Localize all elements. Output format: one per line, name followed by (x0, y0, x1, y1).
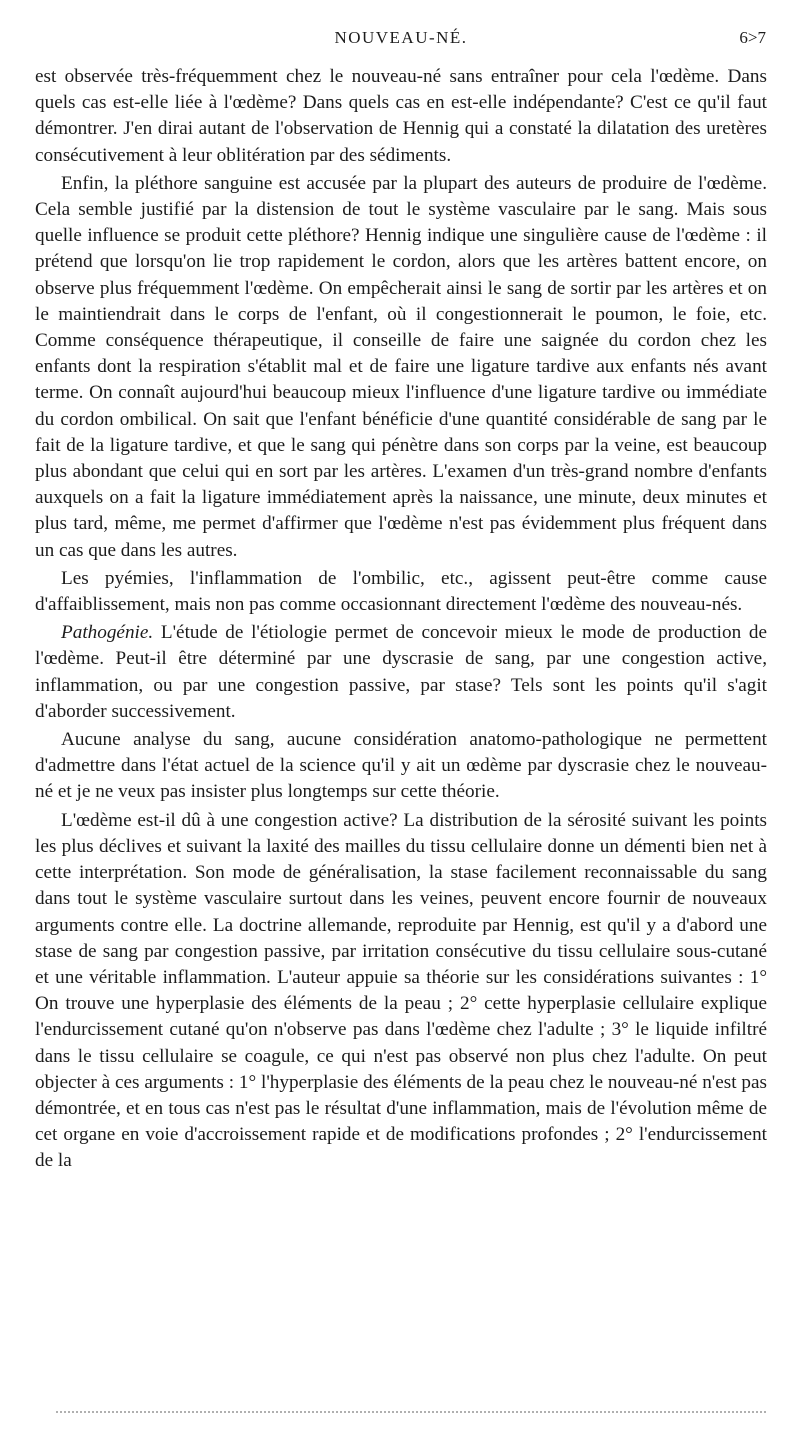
paragraph-continued: est observée très-fréquemment chez le nouveau-né sans entraîner pour cela l'œdème. Dans quels cas est-elle liée à l'œdème? Dans quels cas en est-elle indépendante? C'est ce qu'il faut démontrer. J'en dirai autant de l'observation de Hennig qui a constaté la dilatation des uretères consécutivement à leur oblitération par des sédiments. (35, 66, 767, 166)
paragraph-pathogenie (35, 620, 767, 725)
running-title: NOUVEAU-NÉ. (334, 28, 468, 47)
paragraph-plethore: Enfin, la pléthore sanguine est accusée par la plupart des auteurs de produire de l'œdème. Cela semble justifié par la distension de tout le système vasculaire par le sang. Mais sous quelle influence se produit cette pléthore? Hennig indique une singulière cause de l'œdème : il prétend que lorsqu'on lie trop rapidement le cordon, alors que les artères battent encore, on observe plus fréquemment l'œdème. On empêcherait ainsi le sang de sortir par les artères et on le maintiendrait dans le corps de l'enfant, où il congestionnerait le poumon, le foie, etc. Comme conséquence thérapeutique, il conseille de faire une saignée du cordon chez les enfants dont la respiration s'établit mal et de faire une ligature tardive aux enfants nés avant terme. On connaît aujourd'hui beaucoup mieux l'influence d'une ligature tardive ou immédiate du cordon ombilical. On sait que l'enfant bénéficie d'une quantité considérable de sang par le fait de la ligature tardive, et que le sang qui pénètre dans son corps par la veine, est beaucoup plus abondant que celui qui en sort par les artères. L'examen d'un très-grand nombre d'enfants auxquels on a fait la ligature immédiatement après la naissance, une minute, deux minutes et plus tard, même, me permet d'affirmer que l'œdème n'est pas évidemment plus fréquent dans un cas que dans les autres. (35, 172, 767, 561)
pathogenie-text: L'étude de l'étiologie permet de concevoir mieux le mode de production de l'œdème. Peut-il être déterminé par une dyscrasie de sang, par une congestion active, inflammation, ou par une congestion passive, par stase? Tels sont les points qu'il s'agit d'aborder successivement. (35, 622, 767, 722)
section-heading-pathogenie: Pathogénie. (61, 622, 154, 644)
page-body (35, 64, 767, 1175)
page-number: 6>7 (739, 28, 766, 47)
running-header (36, 28, 766, 50)
paragraph-pyemies: Les pyémies, l'inflammation de l'ombilic, etc., agissent peut-être comme cause d'affaiblissement, mais non pas comme occasionnant directement l'œdème des nouveau-nés. (35, 567, 767, 616)
paragraph-dyscrasie: Aucune analyse du sang, aucune considération anatomo-pathologique ne permettent d'admettre dans l'état actuel de la science qu'il y ait un œdème par dyscrasie chez le nouveau-né et je ne veux pas insister plus longtemps sur cette théorie. (35, 729, 767, 803)
footer-rule (56, 1411, 766, 1413)
paragraph-congestion-active: L'œdème est-il dû à une congestion active? La distribution de la sérosité suivant les points les plus déclives et suivant la laxité des mailles du tissu cellulaire donne un démenti bien net à cette interprétation. Son mode de généralisation, la stase facilement reconnaissable du sang dans tout le système vasculaire surtout dans les veines, peuvent encore fournir de nouveaux arguments contre elle. La doctrine allemande, reproduite par Hennig, est qu'il y a d'abord une stase de sang par congestion passive, par irritation consécutive du tissu cellulaire sous-cutané et une véritable inflammation. L'auteur appuie sa théorie sur les considérations suivantes : 1° On trouve une hyperplasie des éléments de la peau ; 2° cette hyperplasie cellulaire explique l'endurcissement cutané qu'on n'observe pas dans l'œdème chez l'adulte ; 3° le liquide infiltré dans le tissu cellulaire se coagule, ce qui n'est pas observé non plus chez l'adulte. On peut objecter à ces arguments : 1° l'hyperplasie des éléments de la peau chez le nouveau-né n'est pas démontrée, et en tous cas n'est pas le résultat d'une inflammation, mais de l'évolution même de cet organe en voie d'accroissement rapide et de modifications profondes ; 2° l'endurcissement de la (35, 809, 767, 1172)
